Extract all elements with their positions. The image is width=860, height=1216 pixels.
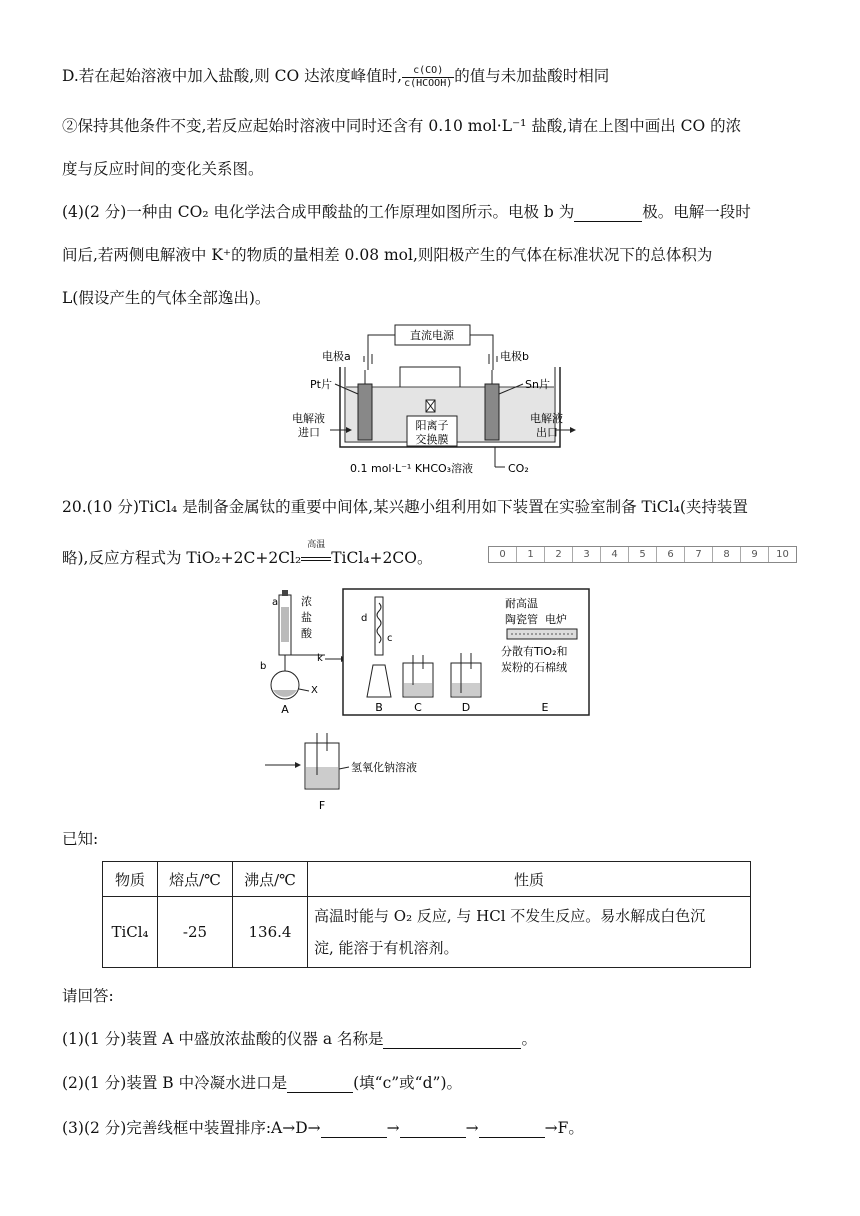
part4-line3: L(假设产生的气体全部逸出)。 [62,289,271,307]
cell-melting: -25 [158,897,233,968]
table-header-row [103,862,751,897]
ruler-cell[interactable]: 9 [741,547,769,562]
fraction-denominator: c(HCOOH) [404,77,453,89]
ruler-cell[interactable]: 5 [629,547,657,562]
q3-blank-1[interactable] [321,1122,387,1139]
properties-table [102,861,751,968]
condition-label: 高温 [307,540,326,550]
label-x: X [311,685,318,696]
cell-boiling: 136.4 [233,897,308,968]
outlet-label-1: 电解液 [530,412,563,425]
q2-end: (填“c”或“d”)。 [353,1074,462,1092]
fill-label-2: 炭粉的石棉绒 [501,661,567,674]
acid-char-1: 浓 [301,595,312,608]
fill-label-1: 分散有TiO₂和 [501,645,568,658]
device-label-c: C [414,701,422,714]
ruler-cell[interactable]: 10 [776,549,789,560]
part4-line2: 间后,若两侧电解液中 K⁺的物质的量相差 0.08 mol,则阳极产生的气体在标准状况下的总体积为 [62,246,713,264]
apparatus-diagram [255,585,595,820]
wire-left [368,335,395,370]
pt-plate [358,384,372,440]
ruler-cell[interactable]: 4 [601,547,629,562]
wire-right [470,335,493,370]
electrode-a-label: 电极a [322,350,351,363]
fraction-numerator: c(CO) [402,65,454,78]
score-ruler [488,546,797,563]
tube-label-1: 耐高温 [505,597,538,610]
ruler-cell[interactable]: 2 [545,547,573,562]
ruler-cell[interactable]: 3 [573,547,601,562]
condenser [375,597,383,655]
q3-arrow-2: → [465,1119,479,1137]
question-1 [62,1027,537,1049]
equals-bar [301,557,331,561]
q3-arrow-1: → [386,1119,400,1137]
electrode-b-label: 电极b [500,350,529,363]
membrane-label-1: 阳离子 [415,419,449,432]
header-boiling: 沸点/℃ [233,862,308,897]
inlet-label-1: 电解液 [292,412,325,425]
q1-end: 。 [521,1030,537,1048]
q3-end: →F。 [544,1119,584,1137]
header-melting: 熔点/℃ [158,862,233,897]
known-label: 已知: [62,830,99,848]
part2-line1: ②保持其他条件不变,若反应起始时溶液中同时还含有 0.10 mol·L⁻¹ 盐酸,请在上图中画出 CO 的浓 [62,117,742,135]
property-line-2: 淀, 能溶于有机溶剂。 [314,939,459,957]
power-label: 直流电源 [410,329,454,342]
ruler-cell[interactable]: 1 [517,547,545,562]
device-label-d: D [461,701,471,714]
header-substance: 物质 [103,862,158,897]
q2-blank[interactable] [287,1077,353,1094]
label-k: k [317,653,323,664]
answer-prompt: 请回答: [62,987,114,1005]
co2-label: CO₂ [508,462,529,475]
ruler-cell[interactable]: 7 [685,547,713,562]
option-d-post: 的值与未加盐酸时相同 [454,67,610,85]
equation-right: TiCl₄+2CO。 [331,549,433,567]
tube-label-2: 陶瓷管 [505,613,538,626]
inlet-label-2: 进口 [298,426,320,439]
solution-label: 0.1 mol·L⁻¹ KHCO₃溶液 [350,462,474,475]
electrode-b-blank[interactable] [574,206,642,223]
ceramic-tube [507,629,577,639]
q3-blank-3[interactable] [479,1122,545,1139]
outlet-label-2: 出口 [536,426,558,439]
sn-plate [485,384,499,440]
naoh-label: 氢氧化钠溶液 [351,761,417,774]
q1-blank[interactable] [383,1033,521,1050]
co-hcooh-fraction [402,65,454,90]
cell-substance: TiCl₄ [103,897,158,968]
part4-line1-post: 极。电解一段时 [642,203,751,221]
acid-char-3: 酸 [301,627,312,640]
q20-intro-line2 [62,540,433,568]
high-temp-condition [301,540,331,567]
furnace-label: 电炉 [545,613,567,626]
q1-text: (1)(1 分)装置 A 中盛放浓盐酸的仪器 a 名称是 [62,1030,384,1048]
option-d [62,64,609,90]
acid-char-2: 盐 [301,611,312,624]
part4-line1 [62,200,751,222]
device-label-a: A [281,703,289,716]
pt-label: Pt片 [310,378,332,391]
header-property: 性质 [308,862,751,897]
device-label-f: F [318,799,326,812]
property-line-1: 高温时能与 O₂ 反应, 与 HCl 不发生反应。易水解成白色沉 [314,907,706,925]
q20-intro-line1: 20.(10 分)TiCl₄ 是制备金属钛的重要中间体,某兴趣小组利用如下装置在实验室制备 TiCl₄(夹持装置 [62,498,748,516]
table-row [103,897,751,968]
label-a: a [272,597,279,608]
part2-line2: 度与反应时间的变化关系图。 [62,160,264,178]
membrane-label-2: 交换膜 [415,433,449,446]
q2-text: (2)(1 分)装置 B 中冷凝水进口是 [62,1074,288,1092]
label-d: d [361,613,368,624]
question-3 [62,1116,584,1138]
label-b: b [260,661,267,672]
electrolysis-diagram [290,322,580,482]
equation-left: 略),反应方程式为 TiO₂+2C+2Cl₂ [62,549,302,567]
cell-property [308,897,751,968]
ruler-cell[interactable]: 6 [657,547,685,562]
sn-label: Sn片 [525,378,550,391]
q3-text: (3)(2 分)完善线框中装置排序:A→D→ [62,1119,321,1137]
option-d-pre: D.若在起始溶液中加入盐酸,则 CO 达浓度峰值时, [62,67,403,85]
ruler-cell[interactable]: 8 [713,547,741,562]
part4-line1-pre: (4)(2 分)一种由 CO₂ 电化学法合成甲酸盐的工作原理如图所示。电极 b 为 [62,203,575,221]
question-2 [62,1071,462,1093]
ruler-cell[interactable]: 0 [489,547,517,562]
device-label-e: E [541,701,549,714]
q3-blank-2[interactable] [400,1122,466,1139]
label-c: c [387,633,393,644]
device-label-b: B [375,701,383,714]
